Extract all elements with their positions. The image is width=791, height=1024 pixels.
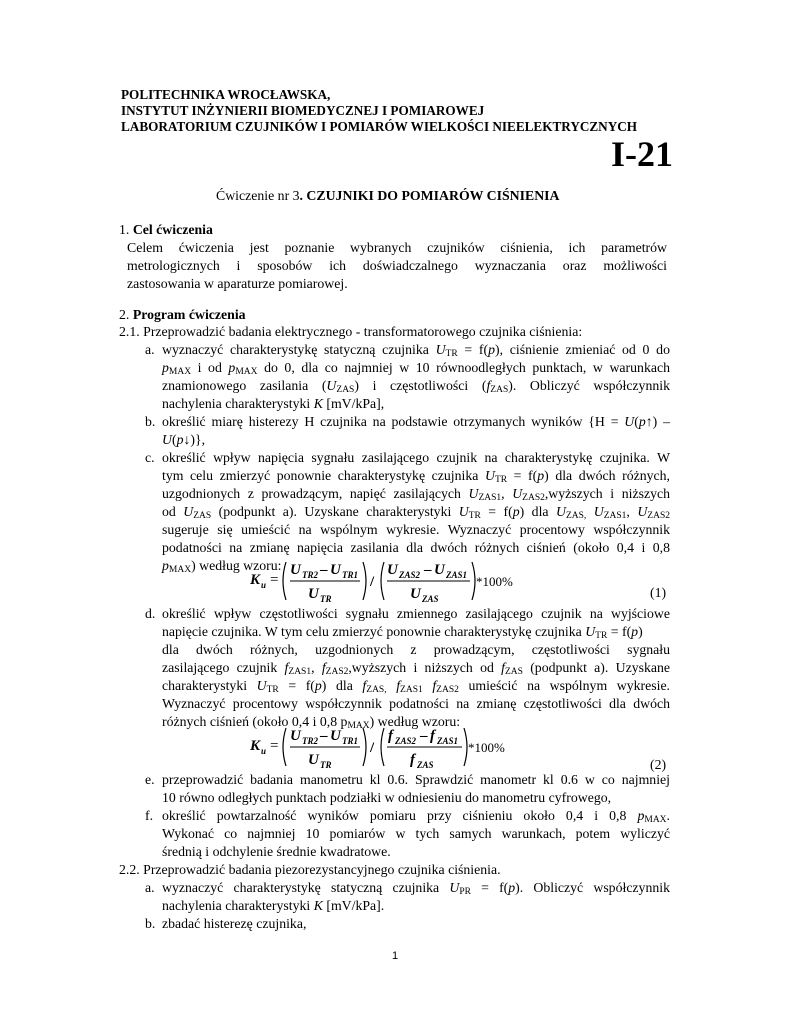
item-f-marker: f. [145,808,154,823]
svg-text:U: U [308,586,319,602]
svg-text:ZAS2: ZAS2 [399,570,421,580]
svg-text:*100%: *100% [468,740,505,755]
svg-text:ZAS1: ZAS1 [446,570,468,580]
item-f-line-1: określić powtarzalność wyników pomiaru przy ciśnieniu około 0,4 i 0,8 $p_{MAX}$. [162,808,670,825]
item-c-line-7: $p_{MAX}$) według wzoru: [162,558,282,575]
item-c-marker: c. [145,450,155,465]
section2-heading: 2. Program ćwiczenia [119,307,246,322]
svg-text:ZAS1: ZAS1 [437,736,459,746]
svg-text:f: f [430,728,435,744]
page-number: 1 [392,950,399,962]
item-a-line-3: znamionowego zasilania $(U_{ZAS})$ i częstotliwości $(f_{ZAS})$. Obliczyć współczynnik [162,378,670,395]
svg-text:f: f [410,752,415,768]
svg-text:U: U [387,562,398,578]
item-2-2-b-marker: b. [145,916,156,931]
svg-text:–: – [320,728,328,744]
svg-text:TR1: TR1 [342,736,359,746]
item-d-line-1: określić wpływ częstotliwości sygnału zmiennego zasilającego czujnik na wyjściowe [162,606,670,621]
item-2-2-a-line-2: nachylenia charakterystyki K [mV/kPa]. [162,898,385,913]
item-c-line-6: podatności na zmianę napięcia zasilania dla dwóch różnych ciśnień (około 0,4 i 0,8 [162,540,670,555]
item-b-line-1: określić miarę histerezy H czujnika na podstawie otrzymanych wyników {H = U(p↑) – [162,414,670,429]
svg-text:TR: TR [320,760,332,770]
svg-text:/: / [370,574,375,590]
exercise-title [216,187,560,205]
item-c-line-5: sugeruje się umieścić na wspólnym wykresie. Wyznaczyć procentowy współczynnik [162,522,670,537]
item-c-line-3: uzgodnionych z prowadzącym, napięć zasilających $U_{ZAS1}$, $U_{ZAS2},wyższych$ i niższych [162,486,670,503]
svg-text:*100%: *100% [476,574,513,589]
item-b-line-2: U(p↓)}, [162,432,206,447]
item-a-line-1: wyznaczyć charakterystykę statyczną czujnika $U_{TR} = f(p)$, ciśnienie zmieniać od 0 do [162,342,670,359]
svg-text:/: / [370,740,375,756]
item-2-2-b-line-1: zbadać histerezę czujnika, [162,916,307,931]
svg-text:u: u [261,746,267,756]
svg-text:U: U [434,562,445,578]
item-a-line-2: $p_{MAX}$ i od $p_{MAX}$ do 0, dla co najmniej w 10 równoodległych punktach, w warunkach [162,360,670,377]
item-d-line-3: dla dwóch różnych, uzgodnionych z prowadzącym, częstotliwości sygnału [162,642,670,657]
item-d-line-2: napięcie czujnika. W tym celu zmierzyć ponownie charakterystykę czujnika $U_{TR} = f(p)$ [162,624,643,641]
item-d-line-7: różnych ciśnień (około 0,4 i 0,8 $p_{MAX}$) według wzoru: [162,714,461,731]
section1-line-1: Celem ćwiczenia jest poznanie wybranych czujników ciśnienia, ich parametrów [127,240,667,255]
item-c-line-2: tym celu zmierzyć ponownie charakterystykę czujnika $U_{TR} = f(p)$ dla dwóch różnych, [162,468,671,485]
equation-2-number: (2) [650,757,667,772]
item-f-line-2: Wykonać co najmniej 10 pomiarów w tych samych warunkach, potem wyliczyć [162,826,670,841]
section1-line-3: zastosowania w aparaturze pomiarowej. [127,276,348,291]
item-d-marker: d. [145,606,156,621]
svg-text:K: K [250,572,261,588]
svg-text:U: U [410,586,421,602]
svg-text:U: U [330,728,341,744]
item-c-line-4: od $U_{ZAS}$ (podpunkt a). Uzyskane charakterystyki $U_{TR} = f(p)$ dla $U_{ZAS,}$ $U_{ZAS1}$, $U_{ZAS2}$ [162,504,670,521]
section1-heading: 1. Cel ćwiczenia [119,222,213,237]
svg-text:f: f [388,728,393,744]
svg-text:TR2: TR2 [302,570,319,580]
title-prefix: Ćwiczenie nr 3 [216,188,300,203]
subsection-2-1: 2.1. Przeprowadzić badania elektrycznego - transformatorowego czujnika ciśnienia: [119,324,583,339]
item-2-2-a-line-1: wyznaczyć charakterystykę statyczną czujnika $U_{PR} = f(p)$. Obliczyć współczynnik [162,880,670,897]
item-e-line-2: 10 równo odległych punktach podziałki w odniesieniu do manometru cyfrowego, [162,790,612,805]
laboratory-name: LABORATORIUM CZUJNIKÓW I POMIARÓW WIELKOŚCI NIEELEKTRYCZNYCH [121,119,638,134]
title-main: . CZUJNIKI DO POMIARÓW CIŚNIENIA [299,188,560,203]
section1-line-2: metrologicznych i sposobów ich doświadczalnego wyznaczania oraz możliwości [127,258,667,273]
institution-name: POLITECHNIKA WROCŁAWSKA, [121,87,331,102]
svg-text:ZAS: ZAS [417,760,434,770]
item-d-line-5: charakterystyki $U_{TR} = f(p)$ dla $f_{ZAS,}$ $f_{ZAS1}$ $f_{ZAS2}$ umieścić na wspólnym wykresie. [162,678,671,695]
svg-text:TR2: TR2 [302,736,319,746]
svg-text:ZAS: ZAS [422,594,439,604]
item-a-marker: a. [145,342,155,357]
equation-2 [250,722,520,772]
item-b-marker: b. [145,414,156,429]
svg-text:=: = [270,738,279,754]
svg-text:U: U [290,562,301,578]
svg-text:–: – [320,562,328,578]
svg-text:u: u [261,580,267,590]
svg-text:–: – [420,728,428,744]
svg-text:–: – [424,562,432,578]
item-e-line-1: przeprowadzić badania manometru kl 0.6. Sprawdzić manometr kl 0.6 w co najmniej [162,772,670,787]
svg-text:=: = [270,572,279,588]
item-e-marker: e. [145,772,155,787]
item-d-line-6: Wyznaczyć procentowy współczynnik podatności na zmianę częstotliwości dla dwóch [162,696,670,711]
svg-text:ZAS2: ZAS2 [395,736,417,746]
item-f-line-3: średnią i odchylenie średnie kwadratowe. [162,844,391,859]
equation-1 [250,556,520,606]
item-d-line-4: zasilającego czujnik $f_{ZAS1}$, $f_{ZAS2},wyższych$ i niższych od $f_{ZAS}$ (podpunkt a). Uzyskane [162,660,671,677]
svg-text:K: K [250,738,261,754]
svg-text:TR1: TR1 [342,570,359,580]
item-a-line-4: nachylenia charakterystyki K [mV/kPa], [162,396,385,411]
svg-text:U: U [330,562,341,578]
exercise-code: I-21 [611,134,673,174]
equation-1-number: (1) [650,585,667,600]
item-2-2-a-marker: a. [145,880,155,895]
svg-text:TR: TR [320,594,332,604]
subsection-2-2: 2.2. Przeprowadzić badania piezorezystancyjnego czujnika ciśnienia. [119,862,501,877]
institute-name: INSTYTUT INŻYNIERII BIOMEDYCZNEJ I POMIAROWEJ [121,103,485,118]
svg-text:U: U [290,728,301,744]
item-c-line-1: określić wpływ napięcia sygnału zasilającego czujnik na charakterystykę czujnika. W [162,450,670,465]
svg-text:U: U [308,752,319,768]
